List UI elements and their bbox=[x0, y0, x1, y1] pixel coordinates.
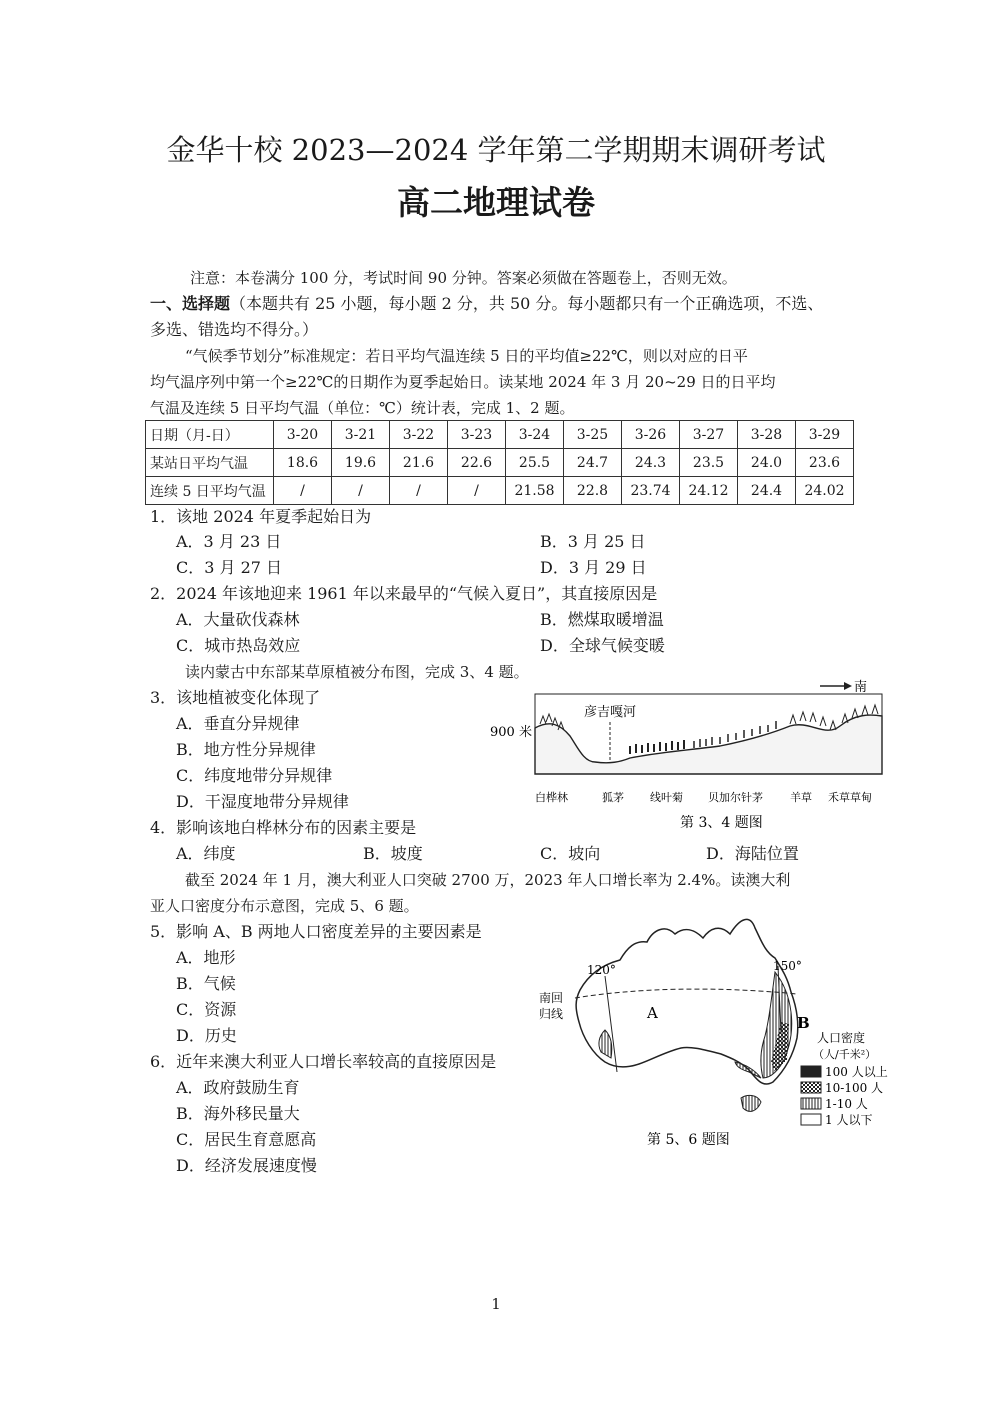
section-desc-cont: 多选、错选均不得分。） bbox=[150, 320, 319, 339]
legend-item: 羊草 bbox=[790, 791, 812, 804]
figure-caption: 第 3、4 题图 bbox=[680, 815, 763, 831]
section-label: 一、选择题 bbox=[150, 294, 231, 313]
table-cell: 24.3 bbox=[622, 449, 680, 477]
south-label: 南 bbox=[854, 680, 868, 695]
table-row bbox=[146, 421, 854, 449]
table-cell: 18.6 bbox=[274, 449, 332, 477]
table-cell: 25.5 bbox=[506, 449, 564, 477]
table-cell: / bbox=[332, 477, 390, 505]
table-cell: 3-28 bbox=[738, 421, 796, 449]
option-b: B．坡度 bbox=[363, 844, 423, 863]
profile-legend bbox=[535, 790, 872, 804]
exam-subtitle: 高二地理试卷 bbox=[397, 183, 595, 222]
table-cell: 3-27 bbox=[680, 421, 738, 449]
legend-item: 贝加尔针茅 bbox=[708, 791, 763, 804]
table-cell: 3-25 bbox=[564, 421, 622, 449]
legend-item: 白桦林 bbox=[535, 791, 568, 804]
option-a: A．大量砍伐森林 bbox=[176, 610, 300, 629]
elevation-label: 900 米 bbox=[490, 725, 532, 740]
option-a: A．政府鼓励生育 bbox=[176, 1078, 300, 1097]
table-cell: 24.0 bbox=[738, 449, 796, 477]
legend-swatch bbox=[801, 1082, 821, 1093]
tasmania bbox=[741, 1095, 761, 1111]
table-row bbox=[146, 449, 854, 477]
australia-density-map bbox=[535, 912, 907, 1152]
table-cell: 23.5 bbox=[680, 449, 738, 477]
legend-unit: （人/千米²） bbox=[813, 1048, 877, 1061]
option-a: A．地形 bbox=[176, 948, 236, 967]
legend-item: 线叶菊 bbox=[650, 791, 683, 804]
table-cell: 3-20 bbox=[274, 421, 332, 449]
legend-item: 1 人以下 bbox=[825, 1113, 873, 1127]
table-cell: 24.12 bbox=[680, 477, 738, 505]
south-arrow-head bbox=[844, 682, 852, 690]
table-cell: 21.6 bbox=[390, 449, 448, 477]
vegetation-profile-figure bbox=[480, 676, 900, 836]
table-cell: 22.6 bbox=[448, 449, 506, 477]
option-d: D．海陆位置 bbox=[706, 844, 799, 863]
table-cell: 21.58 bbox=[506, 477, 564, 505]
table-cell: 24.02 bbox=[796, 477, 854, 505]
question-stem: 3．该地植被变化体现了 bbox=[150, 688, 321, 707]
figure-caption: 第 5、6 题图 bbox=[647, 1132, 730, 1148]
temperature-table bbox=[145, 420, 854, 505]
table-cell: / bbox=[274, 477, 332, 505]
longitude-120-label: 120° bbox=[587, 963, 616, 977]
option-a: A．垂直分异规律 bbox=[176, 714, 300, 733]
option-c: C．资源 bbox=[176, 1000, 237, 1019]
longitude-150-label: 150° bbox=[773, 959, 802, 973]
point-a-label: A bbox=[647, 1004, 658, 1022]
intro-line: 读内蒙古中东部某草原植被分布图，完成 3、4 题。 bbox=[185, 663, 529, 681]
option-c: C．纬度地带分异规律 bbox=[176, 766, 333, 785]
option-a: A．3 月 23 日 bbox=[176, 532, 282, 551]
legend-item: 禾草草甸 bbox=[828, 791, 872, 804]
option-d: D．经济发展速度慢 bbox=[176, 1156, 317, 1175]
table-cell: 连续 5 日平均气温 bbox=[146, 477, 274, 505]
terrain-profile bbox=[535, 715, 882, 774]
table-cell: 3-23 bbox=[448, 421, 506, 449]
point-b-label: B bbox=[797, 1014, 810, 1032]
question-stem: 2．2024 年该地迎来 1961 年以来最早的“气候入夏日”，其直接原因是 bbox=[150, 584, 658, 603]
river-label: 彦吉嘎河 bbox=[584, 705, 637, 720]
intro-line: 均气温序列中第一个≥22℃的日期作为夏季起始日。读某地 2024 年 3 月 20~29 日的日平均 bbox=[150, 373, 776, 391]
legend-swatch bbox=[801, 1066, 821, 1077]
table-cell: / bbox=[390, 477, 448, 505]
intro-line: 亚人口密度分布示意图，完成 5、6 题。 bbox=[150, 897, 419, 915]
table-cell: / bbox=[448, 477, 506, 505]
option-d: D．全球气候变暖 bbox=[540, 636, 665, 655]
tropic-label: 南回 bbox=[539, 991, 564, 1005]
legend-swatch bbox=[801, 1114, 821, 1125]
section-desc: （本题共有 25 小题，每小题 2 分，共 50 分。每小题都只有一个正确选项，不选、 bbox=[230, 294, 824, 313]
question-stem: 1．该地 2024 年夏季起始日为 bbox=[150, 507, 372, 526]
option-d: D．干湿度地带分异规律 bbox=[176, 792, 349, 811]
table-cell: 3-29 bbox=[796, 421, 854, 449]
legend-item: 10-100 人 bbox=[825, 1081, 884, 1095]
section-heading bbox=[150, 294, 823, 314]
table-cell: 日期（月-日） bbox=[146, 421, 274, 449]
option-b: B．海外移民量大 bbox=[176, 1104, 300, 1123]
table-cell: 3-26 bbox=[622, 421, 680, 449]
legend-title: 人口密度 bbox=[817, 1031, 866, 1045]
option-b: B．气候 bbox=[176, 974, 236, 993]
table-cell: 19.6 bbox=[332, 449, 390, 477]
legend-item: 狐茅 bbox=[602, 791, 624, 804]
table-cell: 某站日平均气温 bbox=[146, 449, 274, 477]
table-cell: 23.74 bbox=[622, 477, 680, 505]
table-cell: 22.8 bbox=[564, 477, 622, 505]
option-d: D．历史 bbox=[176, 1026, 237, 1045]
table-cell: 24.4 bbox=[738, 477, 796, 505]
table-cell: 3-24 bbox=[506, 421, 564, 449]
option-c: C．3 月 27 日 bbox=[176, 558, 283, 577]
option-b: B．燃煤取暖增温 bbox=[540, 610, 664, 629]
option-d: D．3 月 29 日 bbox=[540, 558, 647, 577]
page-number: 1 bbox=[491, 1295, 501, 1313]
option-c: C．坡向 bbox=[540, 844, 601, 863]
legend-item: 1-10 人 bbox=[825, 1097, 868, 1111]
tropic-label: 归线 bbox=[539, 1007, 564, 1021]
option-b: B．3 月 25 日 bbox=[540, 532, 646, 551]
option-c: C．城市热岛效应 bbox=[176, 636, 301, 655]
notice: 注意：本卷满分 100 分，考试时间 90 分钟。答案必须做在答题卷上，否则无效。 bbox=[190, 269, 737, 287]
table-cell: 23.6 bbox=[796, 449, 854, 477]
table-cell: 3-21 bbox=[332, 421, 390, 449]
table-cell: 3-22 bbox=[390, 421, 448, 449]
question-stem: 5．影响 A、B 两地人口密度差异的主要因素是 bbox=[150, 922, 482, 941]
intro-line: 气温及连续 5 日平均气温（单位：℃）统计表，完成 1、2 题。 bbox=[150, 399, 575, 417]
table-cell: 24.7 bbox=[564, 449, 622, 477]
legend-item: 100 人以上 bbox=[825, 1065, 888, 1079]
intro-line: 截至 2024 年 1 月，澳大利亚人口突破 2700 万，2023 年人口增长率为 2.4%。读澳大利 bbox=[185, 871, 791, 889]
exam-title: 金华十校 2023—2024 学年第二学期期末调研考试 bbox=[166, 133, 826, 167]
option-c: C．居民生育意愿高 bbox=[176, 1130, 317, 1149]
option-a: A．纬度 bbox=[176, 844, 236, 863]
question-stem: 4．影响该地白桦林分布的因素主要是 bbox=[150, 818, 417, 837]
table-row bbox=[146, 477, 854, 505]
option-b: B．地方性分异规律 bbox=[176, 740, 316, 759]
intro-line: “气候季节划分”标准规定：若日平均气温连续 5 日的平均值≥22℃，则以对应的日平 bbox=[185, 347, 748, 365]
legend-swatch bbox=[801, 1098, 821, 1109]
question-stem: 6．近年来澳大利亚人口增长率较高的直接原因是 bbox=[150, 1052, 497, 1071]
